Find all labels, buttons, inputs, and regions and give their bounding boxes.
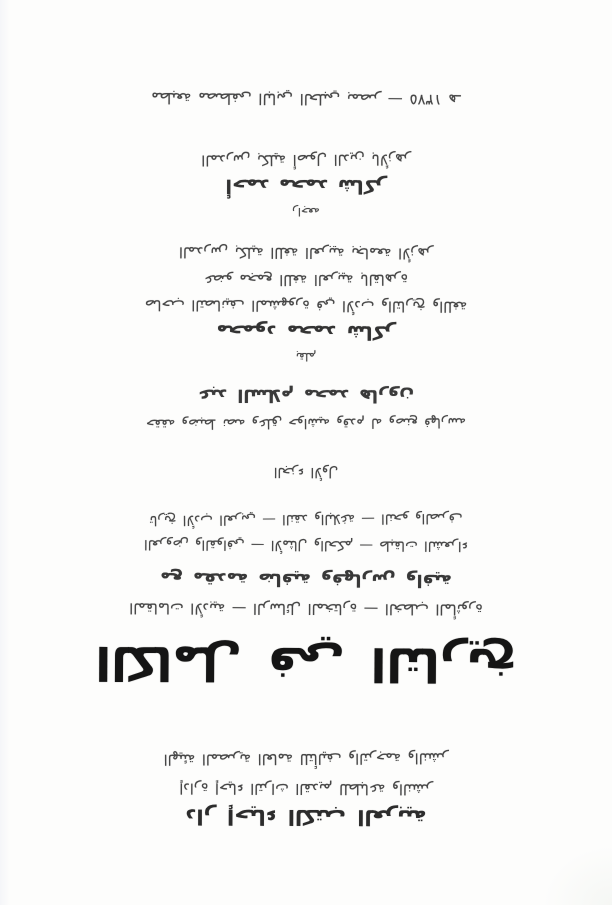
publisher-line-1: الهيئة المصرية العامة للتأليف والترجمة والنشر xyxy=(163,749,449,767)
editor-role-line-3: صاحب التصانيف المشهورة في الأدب والتاريخ واللغة xyxy=(144,296,468,314)
topics-line-3: المقامات الأدبية — الرسائل المختارة — الخطب المأثورة xyxy=(129,599,483,617)
verifier-name-line: عبد السلام محمد هارون xyxy=(198,384,414,406)
scan-edge-shadow-left xyxy=(0,0,10,905)
publisher-line-2: إدارة إحياء التراث القديم للطباعة والنشر xyxy=(179,779,433,797)
scan-edge-shadow-corner xyxy=(542,845,612,905)
editor-label-line: بقلم xyxy=(295,350,317,364)
volume-line: الجزء الأول xyxy=(273,463,339,481)
publisher-name-line: دار إحياء الكتب العربية xyxy=(185,804,427,830)
imprint-line: مطبعة مصطفى البابي الحلبي بمصر — ١٣٧٥ هـ xyxy=(151,88,461,110)
reviewer-role-line: المدرس بكلية أصول الدين بالأزهر xyxy=(201,150,411,168)
editor-name-line: محمود محمد شاكر xyxy=(216,320,396,344)
subtitle-line: مع مقدمة ضافية وفهارس وافية xyxy=(160,567,452,591)
editor-role-line-1: المدرس بكلية اللغة العربية بجامعة الأزهر xyxy=(178,243,434,261)
topics-line-2: العروض والقوافي — الأمثال والحكم — طبقات الشعراء xyxy=(143,536,469,554)
reviewer-label-line: راجعه xyxy=(292,205,320,219)
main-title: الكامل في التاريخ xyxy=(95,635,517,693)
editor-role-line-2: عضو مجمع اللغة العربية بالقاهرة xyxy=(204,270,408,288)
verifier-role-line: حققه وضبط نصه وعلق حواشيه وقدم له وصنع فهارسه xyxy=(145,414,467,432)
topics-line-1: تاريخ الأدب العربي — النقد والبلاغة — النحو والصرف xyxy=(149,509,463,529)
reviewer-name-line: أحمد محمد شاكر xyxy=(225,174,387,198)
